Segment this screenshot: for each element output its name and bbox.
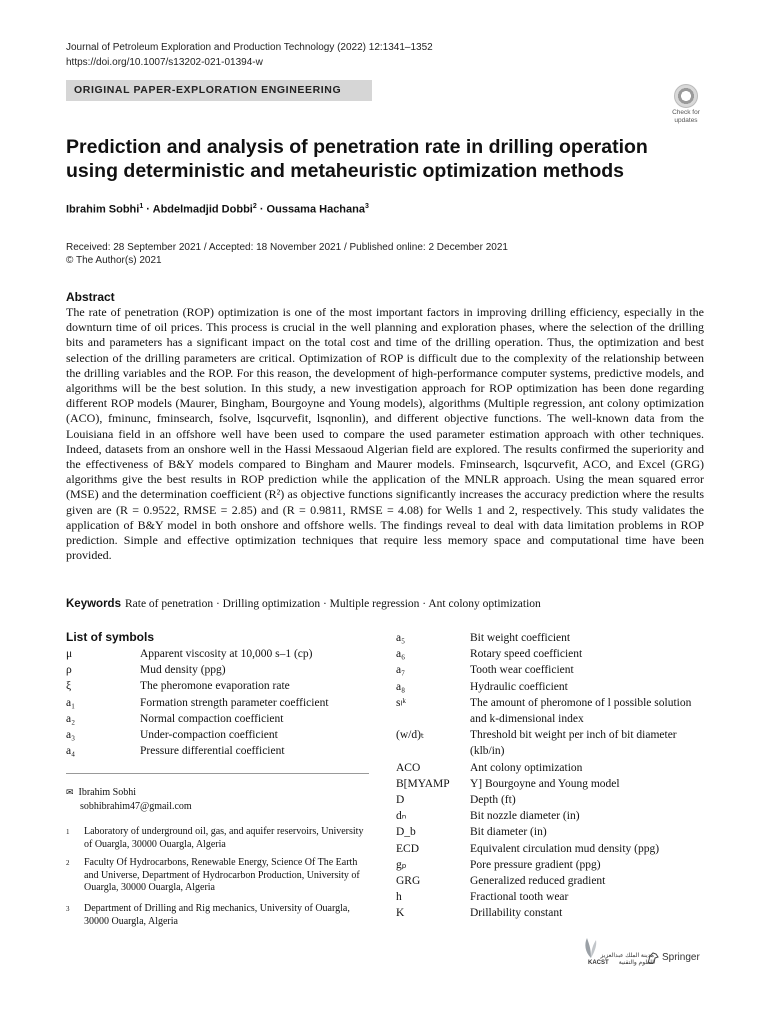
symbol-row: [66, 695, 329, 711]
keywords-list: Rate of penetration · Drilling optimization · Multiple regression · Ant colony optimization: [124, 598, 541, 610]
publication-dates: [66, 241, 508, 267]
symbol-description: Rotary speed coefficient: [470, 648, 583, 661]
symbol: ACO: [396, 761, 421, 774]
symbol-row: [396, 662, 706, 678]
affiliation-text: Department of Drilling and Rig mechanics, University of Ouargla, 30000 Ouargla, Algeria: [84, 903, 350, 927]
symbol-description: Fractional tooth wear: [470, 891, 569, 904]
kacst-arabic: مدينة الملك عبدالعزيز للعلوم والتقنية: [600, 953, 654, 966]
symbol-description: Mud density (ppg): [140, 664, 226, 677]
check-for-updates-badge[interactable]: [666, 84, 706, 124]
symbol: a₇: [396, 664, 406, 677]
abstract-heading: Abstract: [66, 290, 115, 304]
affiliation: [66, 903, 366, 928]
symbol: a₄: [66, 745, 76, 758]
symbols-heading: List of symbols: [66, 630, 155, 644]
affiliation-text: Laboratory of underground oil, gas, and aquifer reservoirs, University of Ouargla, 30000 Ouargla, Algeria: [84, 826, 364, 850]
symbol: GRG: [396, 875, 421, 888]
author-separator: ·: [143, 203, 153, 216]
symbol-description: Apparent viscosity at 10,000 s–1 (cp): [140, 648, 313, 660]
article-title: Prediction and analysis of penetration rate in drilling operation using deterministic and metaheuristic optimization methods: [66, 136, 648, 182]
symbol-description: Bit weight coefficient: [470, 632, 571, 644]
symbols-table-right: [396, 630, 706, 922]
contact-email[interactable]: sobhibrahim47@gmail.com: [80, 801, 192, 812]
symbol-row: [396, 760, 706, 776]
affiliation: [66, 857, 366, 895]
symbol-description: The amount of pheromone of l possible solution and k-dimensional index: [470, 696, 692, 726]
symbol-row: [66, 646, 329, 662]
footnote-divider: [66, 773, 369, 774]
symbol-description: Ant colony optimization: [470, 761, 583, 774]
symbol: μ: [66, 648, 73, 660]
symbol-row: [396, 679, 706, 695]
symbol-description: Hydraulic coefficient: [470, 680, 568, 693]
symbol-description: Bit nozzle diameter (in): [470, 810, 580, 823]
kacst-label: KACST: [588, 960, 609, 966]
check-updates-icon: [674, 84, 698, 108]
symbol-description: Equivalent circulation mud density (ppg): [470, 842, 660, 855]
symbol-row: [396, 646, 706, 662]
symbol: (w/d)ₜ: [396, 729, 425, 742]
symbol-row: [66, 711, 329, 727]
envelope-icon: ✉: [66, 788, 74, 798]
author-separator: ·: [256, 203, 267, 216]
symbol-description: Depth (ft): [470, 794, 516, 807]
symbol-row: [396, 889, 706, 905]
check-updates-line2: updates: [674, 117, 698, 124]
abstract-text: The rate of penetration (ROP) optimization is one of the most important factors in improving drilling efficiency, especially in the downturn time of oil prices. This process is crucial in the well planning and exploration phases, where the selection of the drilling bits and parameters has a significant impact on the total cost and time of the drilling operation. Thus, the optimization and best selection of the drilling parameters are critical. Optimization of ROP is difficult due to the complexity of the relationship between the drilling variables and the ROP. For this reason, the development of high-performance computer systems, predictive models, and algorithms will be the best solution. In this study, a new investigation approach for ROP optimization has been done regarding different ROP models (Maurer, Bingham, Bourgoyne and Young models), algorithms (Multiple regression, ant colony optimization (ACO), fminunc, fminsearch, fsolve, lsqcurvefit, lsqnonlin), and different objective functions. The well-known data from the Louisiana field in an offshore well have been used to compare the used parameter estimation approach with other techniques. Indeed, datasets from an onshore well in the Hassi Messaoud Algerian field are explored. The results confirmed the superiority and the effectiveness of B&Y models compared to Bingham and Maurer models. Fminsearch, lsqcurvefit, ACO, and Excel (GRG) algorithms give the best results in ROP prediction while the application of the MNLR approach. Using the mean squared error (MSE) and the determination coefficient (R²) as objective functions significantly increases the accuracy prediction where the results given are (R = 0.9522, RMSE = 2.85) and (R = 0.9811, RMSE = 4.08) for Wells 1 and 2, respectively. This study validates the application of B&Y model in both onshore and offshore wells. The findings reveal to deal with data limitation problems in ROP prediction. Simple and effective optimization techniques that require less memory space and computational time have been provided.: [66, 305, 704, 563]
symbols-table-left: [66, 646, 329, 759]
journal-header: [66, 40, 433, 70]
check-updates-line1: Check for: [672, 109, 700, 116]
symbol: ρ: [66, 664, 72, 677]
author-affiliation-mark: 1: [139, 203, 144, 210]
symbol: a₆: [396, 648, 406, 661]
symbol: D_b: [396, 826, 416, 839]
journal-citation: Journal of Petroleum Exploration and Production Technology (2022) 12:1341–1352: [66, 42, 433, 53]
symbol-description: Generalized reduced gradient: [470, 875, 606, 888]
author-affiliation-mark: 2: [252, 203, 257, 210]
symbol: a₂: [66, 712, 76, 725]
symbol: h: [396, 891, 402, 904]
symbol-row: [396, 630, 706, 646]
symbol-row: [396, 873, 706, 889]
symbol-description: Normal compaction coefficient: [140, 712, 284, 725]
article-type-banner: ORIGINAL PAPER-EXPLORATION ENGINEERING: [66, 80, 372, 101]
author-list: [66, 203, 369, 216]
symbol: K: [396, 907, 405, 920]
symbol: sₗᵏ: [396, 696, 407, 709]
symbol: a₃: [66, 729, 76, 742]
symbol: D: [396, 794, 405, 807]
history-dates: Received: 28 September 2021 / Accepted: 18 November 2021 / Published online: 2 December 2021: [66, 242, 508, 253]
symbol-row: [396, 841, 706, 857]
symbol-description: Pressure differential coefficient: [140, 745, 285, 758]
symbol: B[MYAMP: [396, 777, 450, 790]
springer-wordmark: Springer: [662, 952, 700, 963]
symbol-row: [396, 695, 706, 727]
corresponding-author: [66, 786, 192, 813]
keywords-label: Keywords: [66, 598, 121, 610]
symbol: a₈: [396, 680, 406, 693]
symbol-row: [66, 727, 329, 743]
author-affiliation-mark: 3: [364, 203, 369, 210]
copyright-line: © The Author(s) 2021: [66, 255, 162, 266]
symbol-description: Drillability constant: [470, 907, 563, 920]
symbol-row: [396, 727, 706, 759]
symbol: a₁: [66, 696, 76, 709]
symbol-row: [396, 792, 706, 808]
symbol: dₙ: [396, 810, 407, 823]
symbol: gₚ: [396, 858, 407, 871]
symbol-row: [66, 678, 329, 694]
contact-name: Ibrahim Sobhi: [78, 787, 136, 798]
author-name[interactable]: Oussama Hachana: [266, 203, 365, 216]
symbol: a₅: [396, 632, 406, 644]
journal-doi[interactable]: https://doi.org/10.1007/s13202-021-01394-w: [66, 57, 263, 68]
symbol-row: [396, 808, 706, 824]
symbol-description: The pheromone evaporation rate: [140, 680, 290, 693]
symbol-row: [396, 776, 706, 792]
symbol: ξ: [66, 680, 72, 693]
symbol: ECD: [396, 842, 419, 855]
symbol-description: Formation strength parameter coefficient: [140, 696, 329, 709]
symbol-description: Threshold bit weight per inch of bit diameter (klb/in): [470, 729, 677, 758]
symbol-row: [66, 743, 329, 759]
affiliation-text: Faculty Of Hydrocarbons, Renewable Energy, Science Of The Earth and Universe, Department of Hydrocarbon Production, University of Ouargla, 30000 Ouargla, Algeria: [84, 857, 360, 893]
symbol-description: Bit diameter (in): [470, 826, 547, 839]
symbol-description: Y] Bourgoyne and Young model: [470, 777, 620, 790]
symbol-row: [66, 662, 329, 678]
affiliation-number: 3: [66, 905, 70, 913]
affiliation-number: 1: [66, 828, 70, 836]
springer-horse-icon: [646, 951, 660, 965]
keywords-line: [66, 598, 541, 610]
symbol-row: [396, 905, 706, 921]
publisher-logos: [580, 936, 705, 968]
symbol-row: [396, 824, 706, 840]
author-name[interactable]: Abdelmadjid Dobbi: [152, 203, 253, 216]
symbol-description: Tooth wear coefficient: [470, 664, 574, 677]
symbol-description: Under-compaction coefficient: [140, 729, 278, 742]
symbol-description: Pore pressure gradient (ppg): [470, 858, 601, 871]
affiliation: [66, 826, 366, 851]
symbol-row: [396, 857, 706, 873]
affiliation-number: 2: [66, 859, 70, 867]
author-name[interactable]: Ibrahim Sobhi: [66, 203, 140, 216]
